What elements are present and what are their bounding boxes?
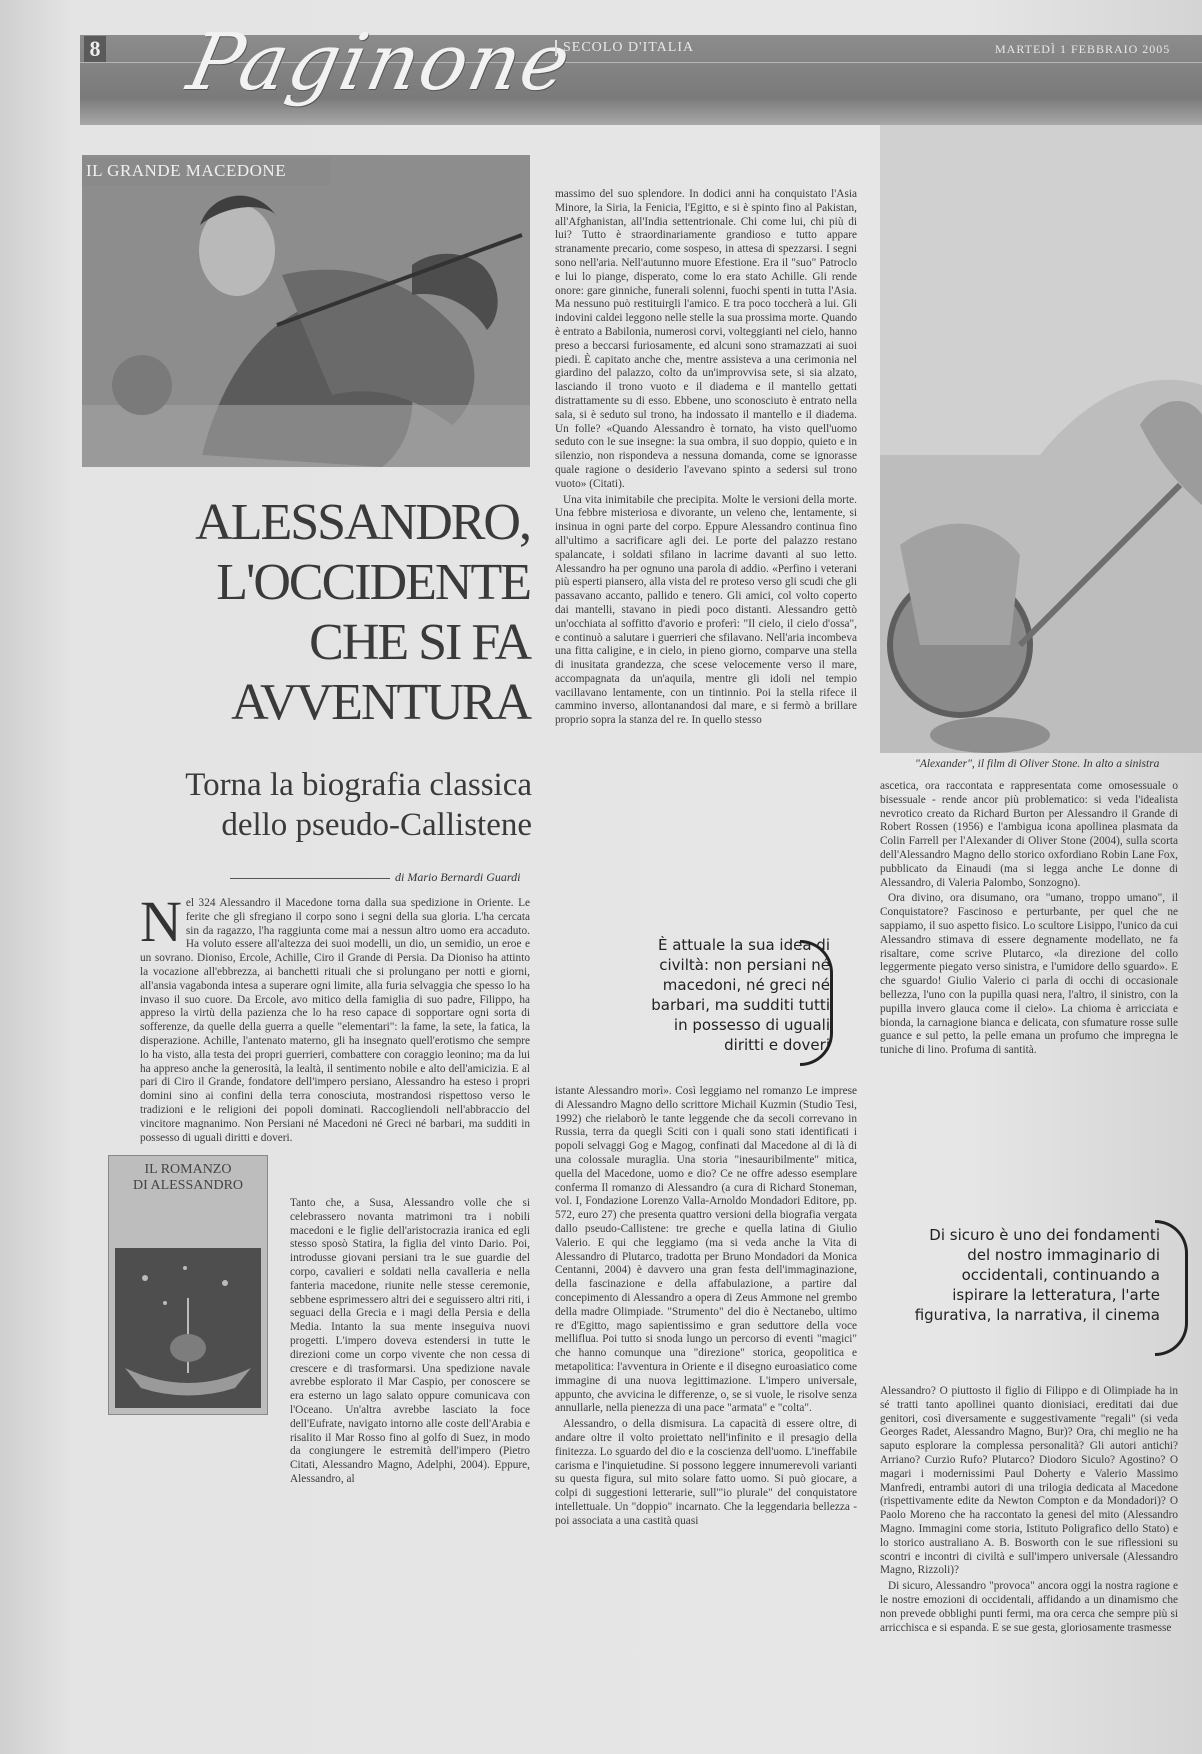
paragraph: Alessandro? O piuttosto il figlio di Filippo e di Olimpiade ha in sé tratti tanto apollinei quanto dionisiaci, ereditati dai due genitori, così diversamente e suggestivamente "regali" (si veda Georges Radet, Alessandro Magno, Bur)? Ora, chi meglio ne ha saputo esplorare la complessa personalità? Gli autori antichi? Arriano? Curzio Rufo? Plutarco? Diodoro Siculo? Agostino? O magari i modernissimi Paul Doherty e Valerio Massimo Manfredi, entrambi autori di una trilogia dedicata al Macedone (rispettivamente edite da Newton Compton e da Mondadori)? O Paolo Moreno che ha raccontato la genesi del mito (Alessandro Magno. Immagini come storia, Istituto Poligrafico dello Stato) e lo storico australiano A. B. Bosworth con le sue riflessioni su scontri e incontri di civiltà e sull'impero universale (Alessandro Magno, Rizzoli)? bbox=[880, 1385, 1178, 1577]
paragraph: istante Alessandro morì». Così leggiamo nel romanzo Le imprese di Alessandro Magno dello scrittore Michail Kuzmin (Studio Tesi, 1992) che rielaborò le tante leggende che da secoli correvano in Russia, terra da quegli Sciti con i quali sono stati identificati i popoli selvaggi Gog e Magog, confinati dal Macedone al di là di una colossale muraglia. Una storia "inesauribilmente" mitica, quella del Macedone, uomo e dio? Ce ne offre adesso esemplare conferma Il romanzo di Alessandro (a cura di Richard Stoneman, vol. I, Fondazione Lorenzo Valla-Arnoldo Mondadori Editore, pp. 572, euro 27) che presenta quattro versioni della biografia vergata dallo pseudo-Callistene: tre greche e quella latina di Giulio Valerio. E qui che leggiamo (ma si veda anche la Vita di Alessandro di Plutarco, tradotta per Bruno Mondadori da Monica Centanni, 2004) è davvero una gran festa dell'immaginazione, della fascinazione e della affabulazione, a partire dal concepimento di Alessandro a opera di Zeus Ammone nel grembo della madre Olimpiade. "Strumento" del dio è Nectanebo, ultimo re d'Egitto, mago sapientissimo e gran seduttore della voce melliflua. Poi tutto si snoda lungo un percorso di eventi "magici" che hanno comunque una "direzione" storica, geopolitica e metapolitica: l'avventura in Oriente e il disegno euroasiatico come immagine di una nuova legittimazione. L'impero universale, appunto, che avvicina le differenze, o, se si vuole, le risolve senza annullarle, nella pienezza di una pace "armata" e "colta". bbox=[555, 1085, 857, 1415]
subheadline-line: dello pseudo-Callistene bbox=[221, 807, 532, 843]
alexander-film-photo bbox=[880, 125, 1202, 753]
book-cover-illustration bbox=[115, 1248, 261, 1408]
article-text: el 324 Alessandro il Macedone torna dalla sua spedizione in Oriente. Le ferite che gli sfregiano il corpo sono i segni della sua gloria. L'ha cercata sin da ragazzo, l'ha raggiunta come mai a nessun altro uomo era accaduto. Ha voluto essere all'altezza dei suoi modelli, un dio, un semidio, un eroe e un sovrano. Dioniso, Ercole, Achille, Ciro il Grande di Persia. Da Dioniso ha attinto la vocazione all'ebbrezza, ai banchetti rituali che si prolungano per notti e giorni, all'ansia vagabonda intesa a superare ogni limite, alla furia selvaggia che spesso lo ha invaso il suo cuore. Da Ercole, avo mitico della famiglia di suo padre, Filippo, ha appreso la virtù della pazienza che lo ha reso capace di sopportare ogni sorta di sofferenze, da quelle della guerra a quelle "elementari": la fame, la sete, la fatica, la disperazione. Achille, l'antenato materno, gli ha insegnato quell'erotismo che sempre lo ha visto, alla testa dei propri guerrieri, combattere con coraggio leonino; ma da lui ha appreso anche la generosità, la lealtà, il sentimento nobile e alto dell'amicizia. E al pari di Ciro il Grande, fondatore dell'impero persiano, Alessandro ha esteso i propri domini sino ai confini della terra conosciuta, mostrandosi rispettoso verso le tradizioni e le religioni dei popoli dominati. Raccogliendoli nell'abbraccio del vincitore magnanimo. Non Persiani né Macedoni né Greci né barbari, ma sudditi in possesso di uguali diritti e doveri. bbox=[140, 897, 530, 1144]
paragraph: Di sicuro, Alessandro "provoca" ancora oggi la nostra ragione e le nostre emozioni di occidentali, affidando a un dinamismo che non prevede obblighi punti fermi, ma ora cerca che sempre più si arricchisca e si espanda. E se sue gesta, gloriosamente trasmesse bbox=[880, 1580, 1178, 1634]
headline-line: L'OCCIDENTE bbox=[216, 554, 530, 611]
headline-line: ALESSANDRO, bbox=[195, 494, 530, 551]
pull-quote-bracket bbox=[800, 940, 833, 1066]
headline-line: AVVENTURA bbox=[231, 674, 530, 731]
headline bbox=[140, 493, 530, 733]
paragraph: massimo del suo splendore. In dodici anni ha conquistato l'Asia Minore, la Siria, la Fenicia, l'Egitto, e si è spinto fino al Pakistan, all'Afghanistan, all'India settentrionale. Chi come lui, chi più di lui? Tutto è straordinariamente grandioso e tutto appare stranamente precario, come sospeso, in attesa di spezzarsi. I segni sono nell'aria. Nell'autunno muore Efestione. Era il "suo" Patroclo e lui lo piange, disperato, come lo era stato Achille. Gli rende onore: gare ginniche, funerali solenni, fuochi spenti in tutta l'Asia. Ma nessuno può restituirgli l'amico. E tra poco toccherà a lui. Gli indovini caldei leggono nelle stelle la sua prossima morte. Quando è entrato a Babilonia, numerosi corvi, volteggianti nel cielo, hanno preso a beccarsi furiosamente, ed alcuni sono stramazzati ai suoi piedi. È capitato anche che, mentre assisteva a una cerimonia nel giardino del palazzo, colto da un'improvvisa sete, si sia alzato, lasciando il trono vuoto e il diadema e il mantello gettati distrattamente su di esso. Ebbene, uno sconosciuto è entrato nella sala, si è seduto sul trono, ha indossato il mantello e il diadema. Un folle? «Quando Alessandro è tornato, ha visto quell'uomo seduto con le sue insegne: la sua ombra, il suo doppio, quieto e in silenzio, non rispondeva a nessuna domanda, come se ignorasse quale ragione o desiderio l'avevano spinto a sedersi sul trono vuoto» (Citati). bbox=[555, 188, 857, 490]
mosaic-illustration bbox=[82, 155, 530, 467]
pull-quote-bracket bbox=[1155, 1220, 1188, 1356]
byline: di Mario Bernardi Guardi bbox=[395, 870, 521, 884]
article-column-3 bbox=[555, 1085, 857, 1730]
subheadline bbox=[120, 765, 532, 845]
paragraph: Ora divino, ora disumano, ora "umano, troppo umano", il Conquistatore? Fascinoso e perturbante, per quel che ne sappiamo, il suo aspetto fisico. Lo scultore Lisippo, l'unico da cui Alessandro stimava di essere degnamente modellato, ne fa risaltare, come scrive Plutarco, «la direzione del collo leggermente piegato verso sinistra, e l'umidore dello sguardo». E che sguardo! Giulio Valerio ci parla di occhi di occasionale bellezza, l'uno con la pupilla quasi nera, l'altro, il sinistro, con la pupilla invero glauca come il cielo». La chioma è arricciata e bionda, la carnagione bianca e delicata, con sfumature rosse sulle guance e sul petto, la pelle emana un profumo che impregna le tuniche di lino. Profuma di santità. bbox=[880, 892, 1178, 1057]
page-number: 8 bbox=[84, 36, 106, 62]
pull-quote-2: Di sicuro è uno dei fondamenti del nostro immaginario di occidentali, continuando a ispirare la letteratura, l'arte figurativa, la narrativa, il cinema bbox=[914, 1226, 1160, 1324]
article-column-1b bbox=[290, 1197, 530, 1485]
photo-label: IL GRANDE MACEDONE bbox=[82, 157, 330, 185]
newspaper-name: SECOLO D'ITALIA bbox=[555, 40, 694, 56]
book-title: IL ROMANZO DI ALESSANDRO bbox=[132, 1162, 244, 1193]
book-cover bbox=[108, 1155, 268, 1415]
photo-caption: "Alexander", il film di Oliver Stone. In alto a sinistra bbox=[915, 758, 1160, 770]
film-still-illustration bbox=[880, 125, 1202, 753]
article-text: Tanto che, a Susa, Alessandro volle che si celebrassero novanta matrimoni tra i nobili macedoni e le figlie dell'aristocrazia iranica ed egli stesso sposò Statira, la figlia del vinto Dario. Poi, introdusse giovani persiani tra le sue guardie del corpo, cavalieri e soldati nella cavalleria e nella fanteria macedone, riunite nelle stesse ceremonie, sebbene esprimessero altri dei e seguissero altri riti, i seguaci della Grecia e i magi della Persia e della Media. Intanto la sua mente inseguiva nuovi progetti. L'impero doveva estendersi in tutte le direzioni come un corpo vivente che non cessa di crescere e di trasformarsi. Una spedizione navale avrebbe esplorato il Mar Caspio, per conoscere se era esterno un lago salato oppure comunicava con l'Oceano. Un'altra avrebbe lasciato la foce dell'Eufrate, navigato intorno alle coste dell'Arabia e risalito il Mar Rosso fino al golfo di Suez, in modo da congiungere le estremità dell'impero (Pietro Citati, Alessandro Magno, Adelphi, 2004). Eppure, Alessandro, al bbox=[290, 1197, 530, 1485]
byline-rule bbox=[230, 878, 390, 879]
alexander-mosaic-photo bbox=[82, 155, 530, 467]
paragraph: Alessandro, o della dismisura. La capacità di essere oltre, di andare oltre il volto proiettato nell'infinito e il presagio della finitezza. Lo sguardo del dio e la coscienza dell'uomo. L'ineffabile carisma e l'inquietudine. Si possono leggere innumerevoli varianti su questa figura, sul mito solare fatto uomo. Si può giocare, a colpi di suggestioni letterarie, sull'"io plurale" del conquistatore intellettuale. Un "doppio" incarnato. Che la leggendaria bellezza - poi associata a una castità quasi bbox=[555, 1418, 857, 1527]
section-title: Paginone bbox=[180, 18, 580, 108]
pull-quote-1: È attuale la sua idea di civiltà: non persiani né macedoni, né greci né barbari, ma sudditi tutti in possesso di uguali diritti e doveri bbox=[651, 936, 830, 1054]
article-column-2 bbox=[555, 188, 857, 910]
article-column-1c bbox=[108, 1430, 530, 1728]
ship-illustration bbox=[115, 1248, 261, 1408]
article-column-4 bbox=[880, 780, 1178, 1210]
issue-date: MARTEDÌ 1 FEBBRAIO 2005 bbox=[995, 42, 1171, 56]
headline-line: CHE SI FA bbox=[309, 614, 530, 671]
article-column-5 bbox=[880, 1385, 1178, 1730]
drop-cap: N bbox=[140, 889, 182, 954]
subheadline-line: Torna la biografia classica bbox=[185, 767, 532, 803]
paragraph: Una vita inimitabile che precipita. Molte le versioni della morte. Una febbre misteriosa e divorante, un veleno che, lentamente, si insinua in ogni parte del corpo. Eppure Alessandro continua fino all'ultimo a sacrificare agli dei. Le porte del palazzo restano spalancate, i soldati sfilano in lacrime davanti al suo letto. Alessandro ha per ognuno una parola di addio. «Perfino i veterani più esperti piansero, alla vista del re proteso verso gli scudi che gli passavano accanto, pallido e tenero. Gli amici, col volto coperto dai mantelli, stavano in piedi poco distanti. Alessandro gettò un'occhiata al soffitto d'avorio e proferì: "Il cielo, il cielo d'ossa", e continuò a salutare i guerrieri che sfilavano. Nell'aria incombeva una fitta caligine, e in cielo, in pieno giorno, comparve una stella di inusitata grandezza, che scese velocemente verso il mare, accompagnata da un'aquila, mentre gli idoli nel tempio vacillavano lentamente, con un tintinnio. Poi la stella rifece il cammino inverso, allontanandosi dal mare, e si fermò a brillare proprio sopra la stanza del re. In quello stesso bbox=[555, 493, 857, 727]
article-column-1a bbox=[140, 889, 530, 1197]
paragraph: ascetica, ora raccontata e rappresentata come omosessuale o bisessuale - rende ancor più problematico: si veda l'idealista nevrotico creato da Richard Burton per Alessandro il Grande di Robert Rossen (1956) e l'ambigua icona apollinea plasmata da Colin Farrell per l'Alexander di Oliver Stone (2004), sulla scorta dell'Alessandro Magno dello storico oxfordiano Robin Lane Fox, pubblicato da Einaudi (ma si legga anche Le donne di Alessandro, di Valeria Palombo, Sonzogno). bbox=[880, 780, 1178, 889]
